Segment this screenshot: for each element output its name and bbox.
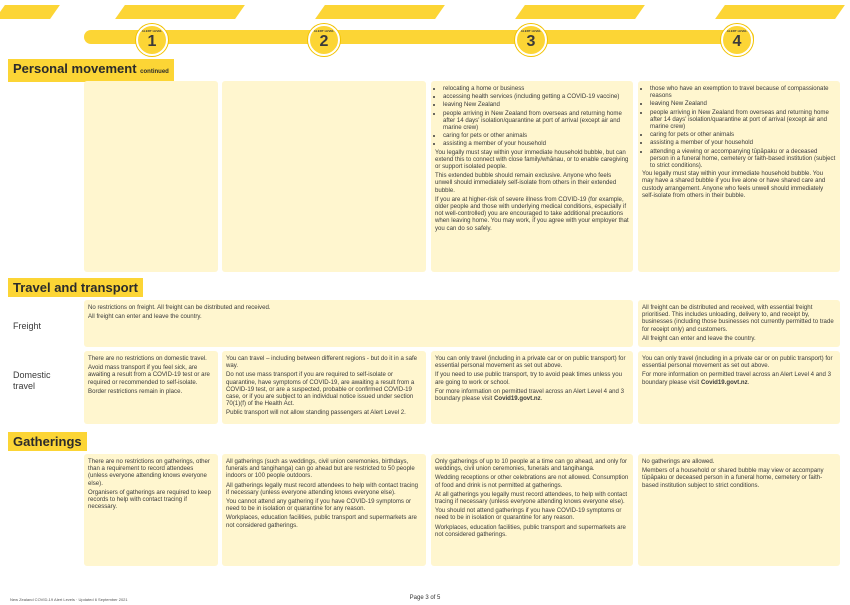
covid19-link[interactable]: Covid19.govt.nz <box>700 378 748 386</box>
paragraph: All freight can be distributed and received, with essential freight prioritised. This includes unloading, delivery to, and receipt by, businesses (including those businesses not currently permitted to trade for receipt only) and customers. <box>642 304 834 333</box>
paragraph: All freight can enter and leave the country. <box>642 334 756 342</box>
section-title-text: Travel and transport <box>13 280 138 295</box>
alert-level-1-badge <box>136 24 168 56</box>
list-item: • caring for pets or other animals <box>650 131 836 138</box>
paragraph-text: . <box>540 395 543 403</box>
paragraph: You legally must stay within your immediate household bubble. You may have a shared bubble if you live alone or have shared care and custody arrangement. Anyone who feels unwell should immediately self-isolate from others in their bubble. <box>642 170 826 199</box>
personal-l1-cell <box>84 81 218 272</box>
paragraph <box>435 388 629 402</box>
personal-l3-list <box>435 85 629 148</box>
domestic-l4-cell <box>638 351 840 424</box>
alert-level-4-badge <box>721 24 753 56</box>
alert-level-label: ALERT LEVEL <box>141 29 163 33</box>
personal-l4-cell <box>638 81 840 272</box>
gatherings-l1-cell <box>84 454 218 566</box>
paragraph <box>642 371 836 385</box>
personal-l4-list <box>642 85 836 169</box>
paragraph: This extended bubble should remain exclusive. Anyone who feels unwell should immediately self-isolate from others in their extended bubble. <box>435 172 617 194</box>
paragraph: Organisers of gatherings are required to keep records to help with contact tracing if necessary. <box>88 488 211 511</box>
personal-l3-cell <box>431 81 633 272</box>
alert-level-number: 3 <box>526 33 536 50</box>
covid19-link[interactable]: Covid19.govt.nz <box>493 395 541 403</box>
paragraph: Border restrictions remain in place. <box>88 387 183 395</box>
alert-level-number: 4 <box>732 33 742 50</box>
paragraph: No restrictions on freight. All freight can be distributed and received. <box>88 304 271 311</box>
alert-level-label: ALERT LEVEL <box>726 29 748 33</box>
paragraph: Avoid mass transport if you feel sick, are awaiting a result from a COVID-19 test or are required or recommended to self-isolate. <box>88 364 210 386</box>
list-item: • assisting a member of your household <box>443 140 629 147</box>
paragraph: You cannot attend any gathering if you have COVID-19 symptoms or need to be in isolation or quarantine for any reason. <box>226 498 412 513</box>
paragraph: Workplaces, education facilities, public transport and supermarkets are not considered gatherings. <box>435 523 626 538</box>
paragraph: You should not attend gatherings if you have COVID-19 symptoms or need to be in isolation or quarantine for any reason. <box>435 507 622 522</box>
list-item: • relocating a home or business <box>443 85 629 92</box>
gatherings-l2-cell <box>222 454 426 566</box>
footer-document-info: New Zealand COVID-19 Alert Levels · Updated 6 September 2021 <box>10 597 128 602</box>
paragraph: You can only travel (including in a private car or on public transport) for essential personal movement as set out above. <box>435 355 626 370</box>
alert-level-number: 1 <box>147 33 157 50</box>
row-label-line: Domestic <box>13 370 51 380</box>
row-label-freight: Freight <box>13 321 42 331</box>
list-item: • leaving New Zealand <box>650 100 836 107</box>
paragraph: At all gatherings you legally must record attendees, to help with contact tracing if necessary (unless everyone attending knows everyone else). <box>435 490 628 506</box>
paragraph: You can travel – including between different regions - but do it in a safe way. <box>226 355 418 370</box>
paragraph-text: For more information on permitted travel across an Alert Level 4 and 3 boundary please visit <box>435 387 624 403</box>
paragraph: Wedding receptions or other celebrations are not allowed. Consumption of food and drink is not permitted at gatherings. <box>435 474 629 489</box>
paragraph: All gatherings legally must record attendees to help with contact tracing if necessary (unless everyone attending knows everyone else). <box>226 481 419 496</box>
list-item: • those who have an exemption to travel because of compassionate reasons <box>650 85 836 99</box>
section-title-text: Personal movement <box>13 61 137 76</box>
paragraph: There are no restrictions on gatherings, other than a requirement to record attendees (unless everyone attending knows everyone else). <box>88 458 210 487</box>
paragraph: There are no restrictions on domestic travel. <box>88 355 207 362</box>
list-item: • leaving New Zealand <box>443 101 629 108</box>
header-stripe <box>715 5 845 19</box>
list-item: • caring for pets or other animals <box>443 132 629 139</box>
paragraph: Public transport will not allow standing passengers at Alert Level 2. <box>226 409 406 417</box>
section-title-gatherings <box>8 432 87 451</box>
freight-l4-cell <box>638 300 840 347</box>
paragraph: You legally must stay within your immediate household bubble, but can extend this to connect with close family/whānau, or to enable caregiving or support isolated people. <box>435 148 629 171</box>
paragraph: If you are at higher-risk of severe illness from COVID-19 (for example, older people and those with underlying medical conditions, especially if not well-controlled) you are encouraged to take additional precautions when leaving home. You may work, if you agree with your employer that you can do so safely. <box>435 195 629 232</box>
section-title-personal-movement <box>8 59 174 82</box>
header-stripes <box>0 0 850 24</box>
paragraph: You can only travel (including in a private car or on public transport) for essential personal movement as set out above. <box>642 355 833 370</box>
freight-l1-l3-cell <box>84 300 633 347</box>
domestic-l1-cell <box>84 351 218 424</box>
alert-level-label: ALERT LEVEL <box>313 29 335 33</box>
paragraph-text: . <box>747 378 750 386</box>
gatherings-l3-cell <box>431 454 633 566</box>
paragraph-text: For more information on permitted travel across an Alert Level 4 and 3 boundary please visit <box>642 371 831 386</box>
alert-level-number: 2 <box>319 33 329 50</box>
list-item: • attending a viewing or accompanying tūpāpaku or a deceased person in a funeral home, cemetery or faith-based institution (subject to strict conditions). <box>650 148 836 170</box>
alert-level-3-badge <box>515 24 547 56</box>
personal-l2-cell <box>222 81 426 272</box>
list-item: • people arriving in New Zealand from overseas and returning home after 14 days' isolation/quarantine at port of arrival (except air and marine crew) <box>443 110 629 132</box>
alert-level-2-badge <box>308 24 340 56</box>
continued-label: continued <box>140 69 169 75</box>
domestic-l3-cell <box>431 351 633 424</box>
paragraph: Do not use mass transport if you are required to self-isolate or quarantine, have symptoms of COVID-19, are awaiting a result from a COVID-19 test, or are a suspected, probable or confirmed COVID-19 case, or if you are subject to an individual notice issued under section 70(1)(f) of the Health Act. <box>226 371 415 408</box>
paragraph: Only gatherings of up to 10 people at a time can go ahead, and only for weddings, civil union ceremonies, funerals and tangihanga. <box>435 458 628 473</box>
row-label-domestic-travel <box>13 370 51 392</box>
list-item: • assisting a member of your household <box>650 139 836 146</box>
list-item: • accessing health services (including getting a COVID-19 vaccine) <box>443 93 629 100</box>
row-label-line: travel <box>13 381 36 391</box>
section-title-travel-and-transport <box>8 278 143 297</box>
header-stripe <box>115 5 245 19</box>
paragraph: No gatherings are allowed. <box>642 458 715 465</box>
gatherings-l4-cell <box>638 454 840 566</box>
page-number: Page 3 of 5 <box>409 595 441 601</box>
alert-level-label: ALERT LEVEL <box>520 29 542 33</box>
alert-level-bar <box>84 30 754 44</box>
paragraph: If you need to use public transport, try to avoid peak times unless you are going to work or school. <box>435 371 622 386</box>
list-item: • people arriving in New Zealand from overseas and returning home after 14 days' isolation/quarantine at port of arrival (except air and marine crew) <box>650 109 836 131</box>
paragraph: Members of a household or shared bubble may view or accompany tūpāpaku or deceased person in a funeral home, cemetery or faith-based institution subject to strict conditions. <box>642 467 824 489</box>
header-stripe <box>515 5 645 19</box>
paragraph: Workplaces, education facilities, public transport and supermarkets are not considered gatherings. <box>226 514 417 529</box>
section-title-text: Gatherings <box>13 434 82 449</box>
header-stripe <box>315 5 445 19</box>
paragraph: All freight can enter and leave the country. <box>88 313 202 321</box>
header-stripe <box>0 5 60 19</box>
domestic-l2-cell <box>222 351 426 424</box>
paragraph: All gatherings (such as weddings, civil union ceremonies, birthdays, funerals and tangihanga) can go ahead but are restricted to 50 people indoors or 100 people outdoors. <box>226 458 415 480</box>
